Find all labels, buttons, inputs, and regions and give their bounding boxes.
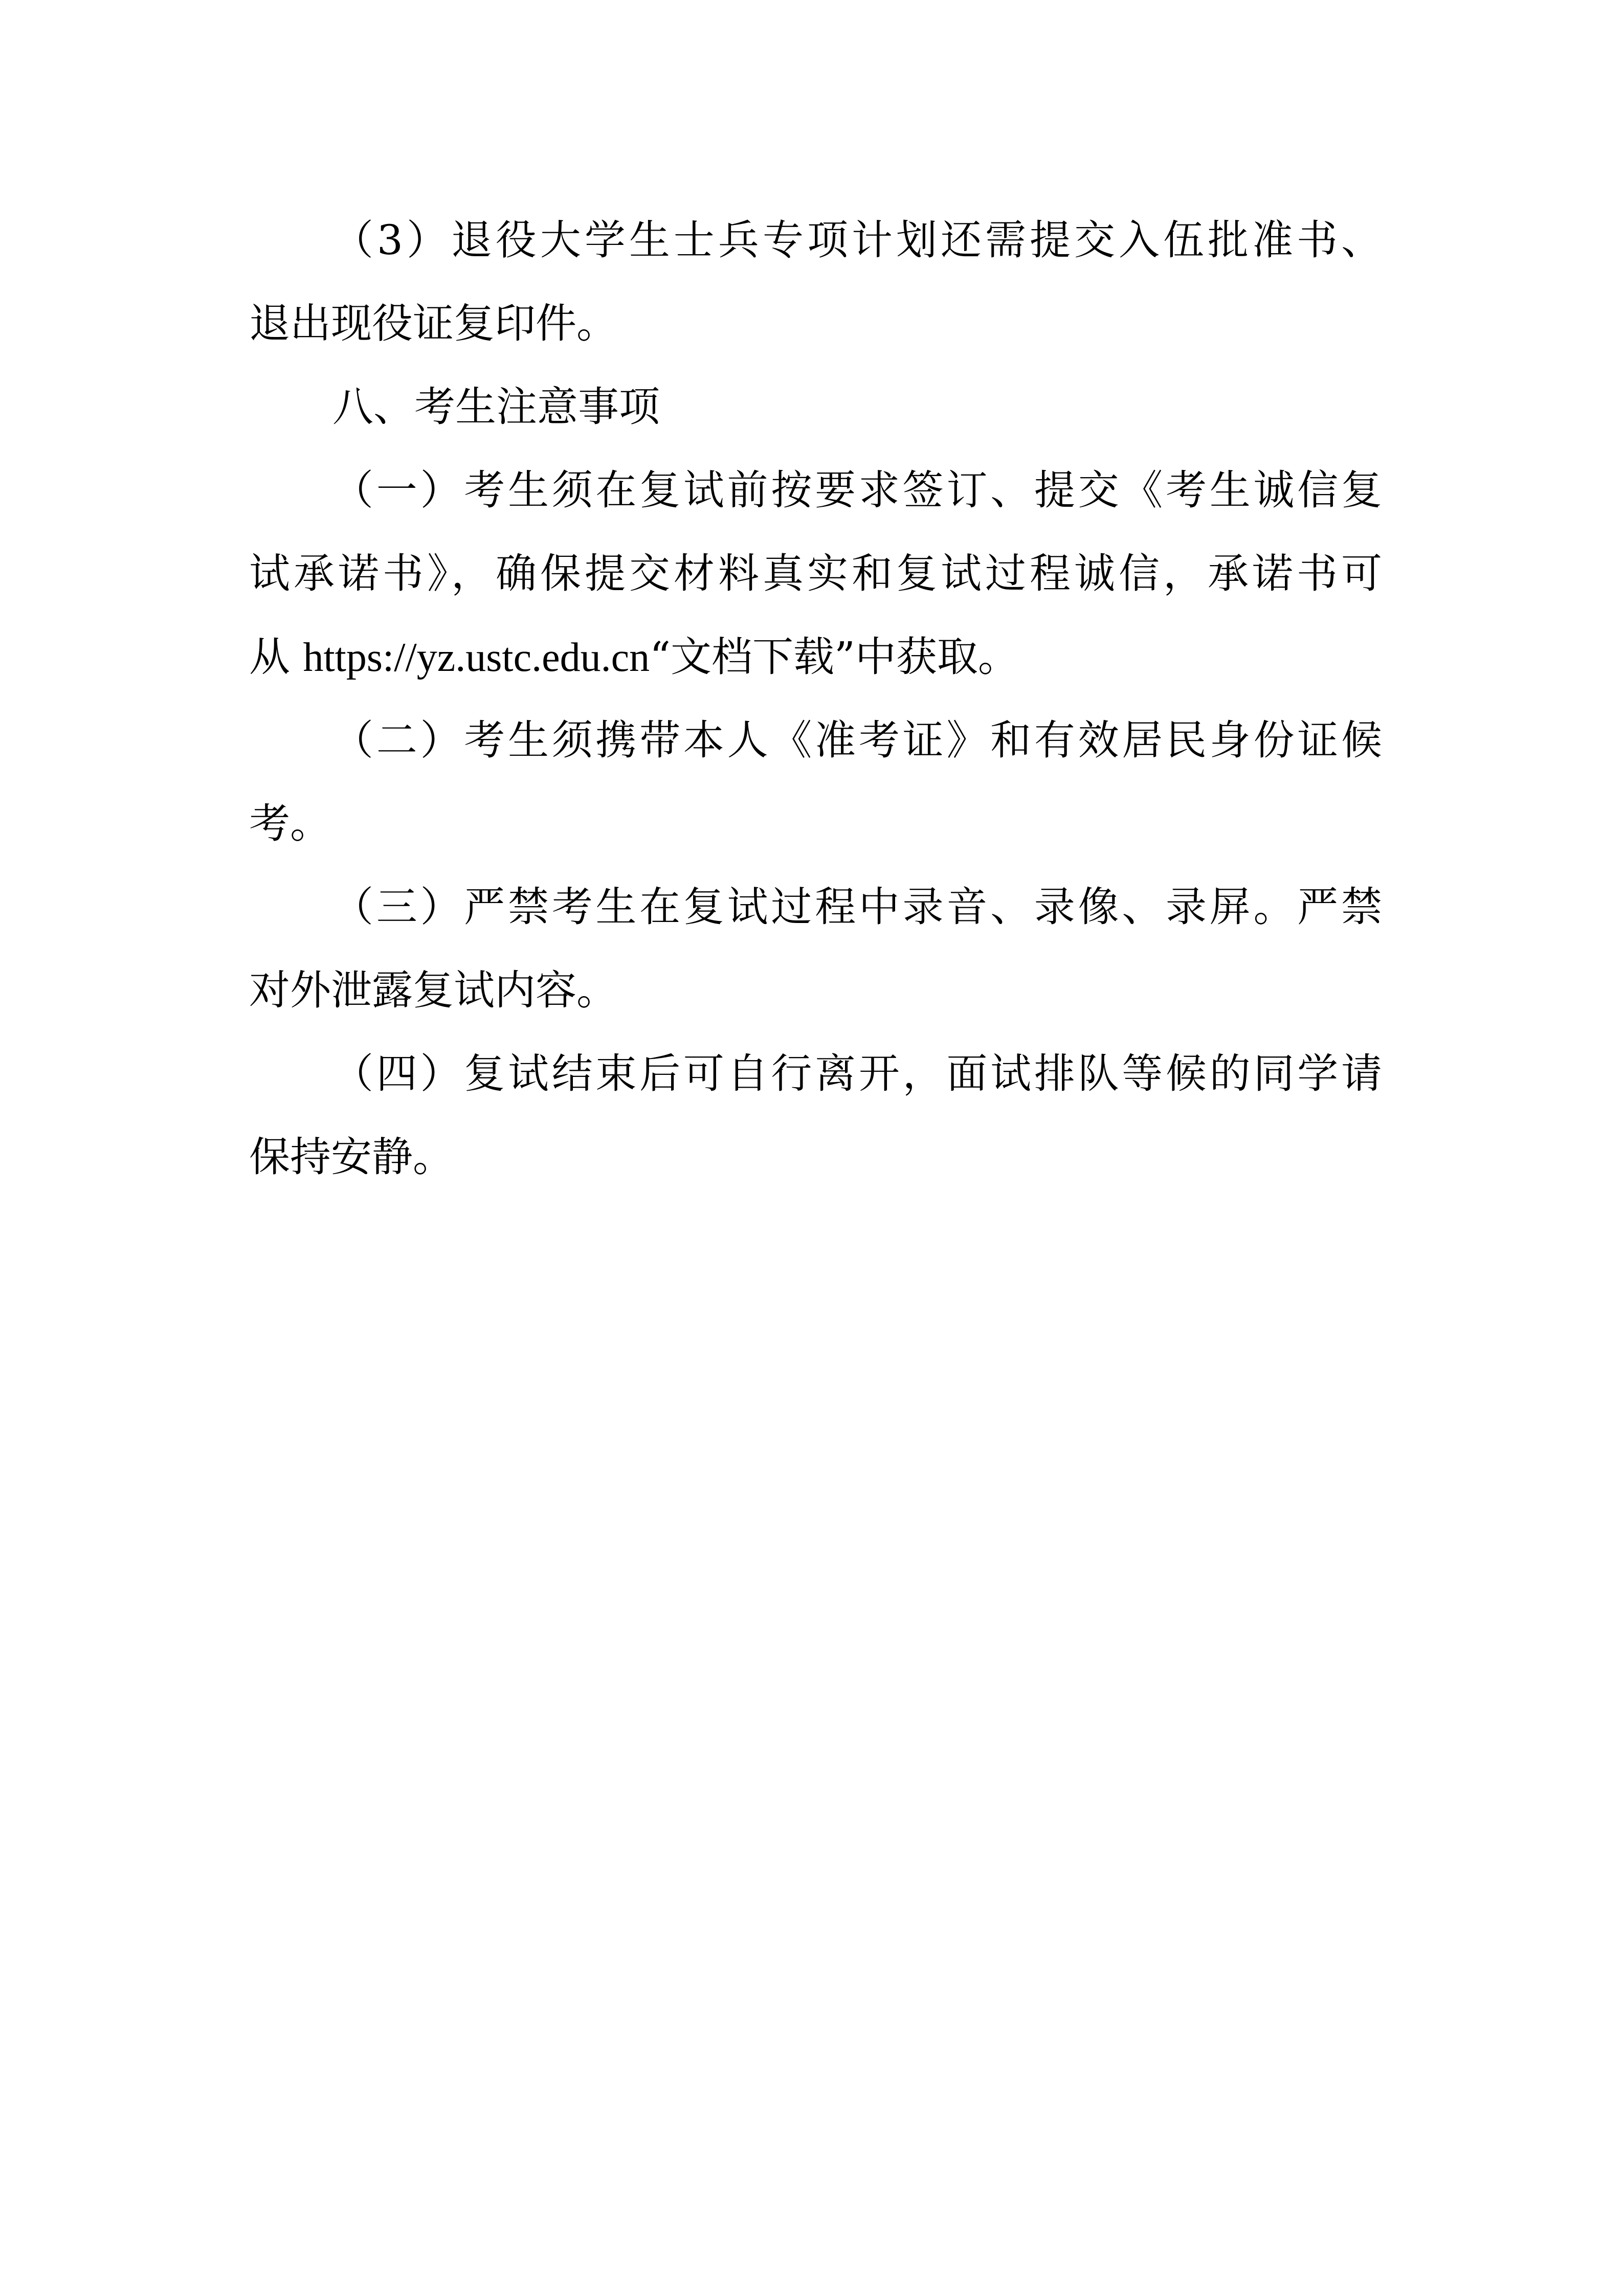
section8-p2-line1: （二）考生须携带本人《准考证》和有效居民身份证候 xyxy=(332,716,1382,764)
section8-p2-line2: 考。 xyxy=(249,800,331,847)
section8-p4-line2: 保持安静。 xyxy=(249,1133,454,1181)
section8-p3-line2: 对外泄露复试内容。 xyxy=(249,966,617,1014)
section8-heading: 八、考生注意事项 xyxy=(332,383,660,431)
item3-line1: （3）退役大学生士兵专项计划还需提交入伍批准书、 xyxy=(332,216,1382,264)
section8-p4-line1: （四）复试结束后可自行离开，面试排队等候的同学请 xyxy=(332,1050,1382,1097)
section8-p3-line1: （三）严禁考生在复试过程中录音、录像、录屏。严禁 xyxy=(332,883,1382,931)
item3-line2: 退出现役证复印件。 xyxy=(249,300,617,347)
section8-p1-line3 xyxy=(249,626,1382,688)
section8-p1-line3-prefix: 从 xyxy=(249,633,303,681)
download-url-link[interactable]: https://yz.ustc.edu.cn xyxy=(303,635,650,680)
section8-p1-line3-suffix: “文档下载”中获取。 xyxy=(650,633,1019,681)
section8-p1-line1: （一）考生须在复试前按要求签订、提交《考生诚信复 xyxy=(332,466,1382,514)
section8-p1-line2: 试承诺书》，确保提交材料真实和复试过程诚信，承诺书可 xyxy=(249,550,1382,597)
